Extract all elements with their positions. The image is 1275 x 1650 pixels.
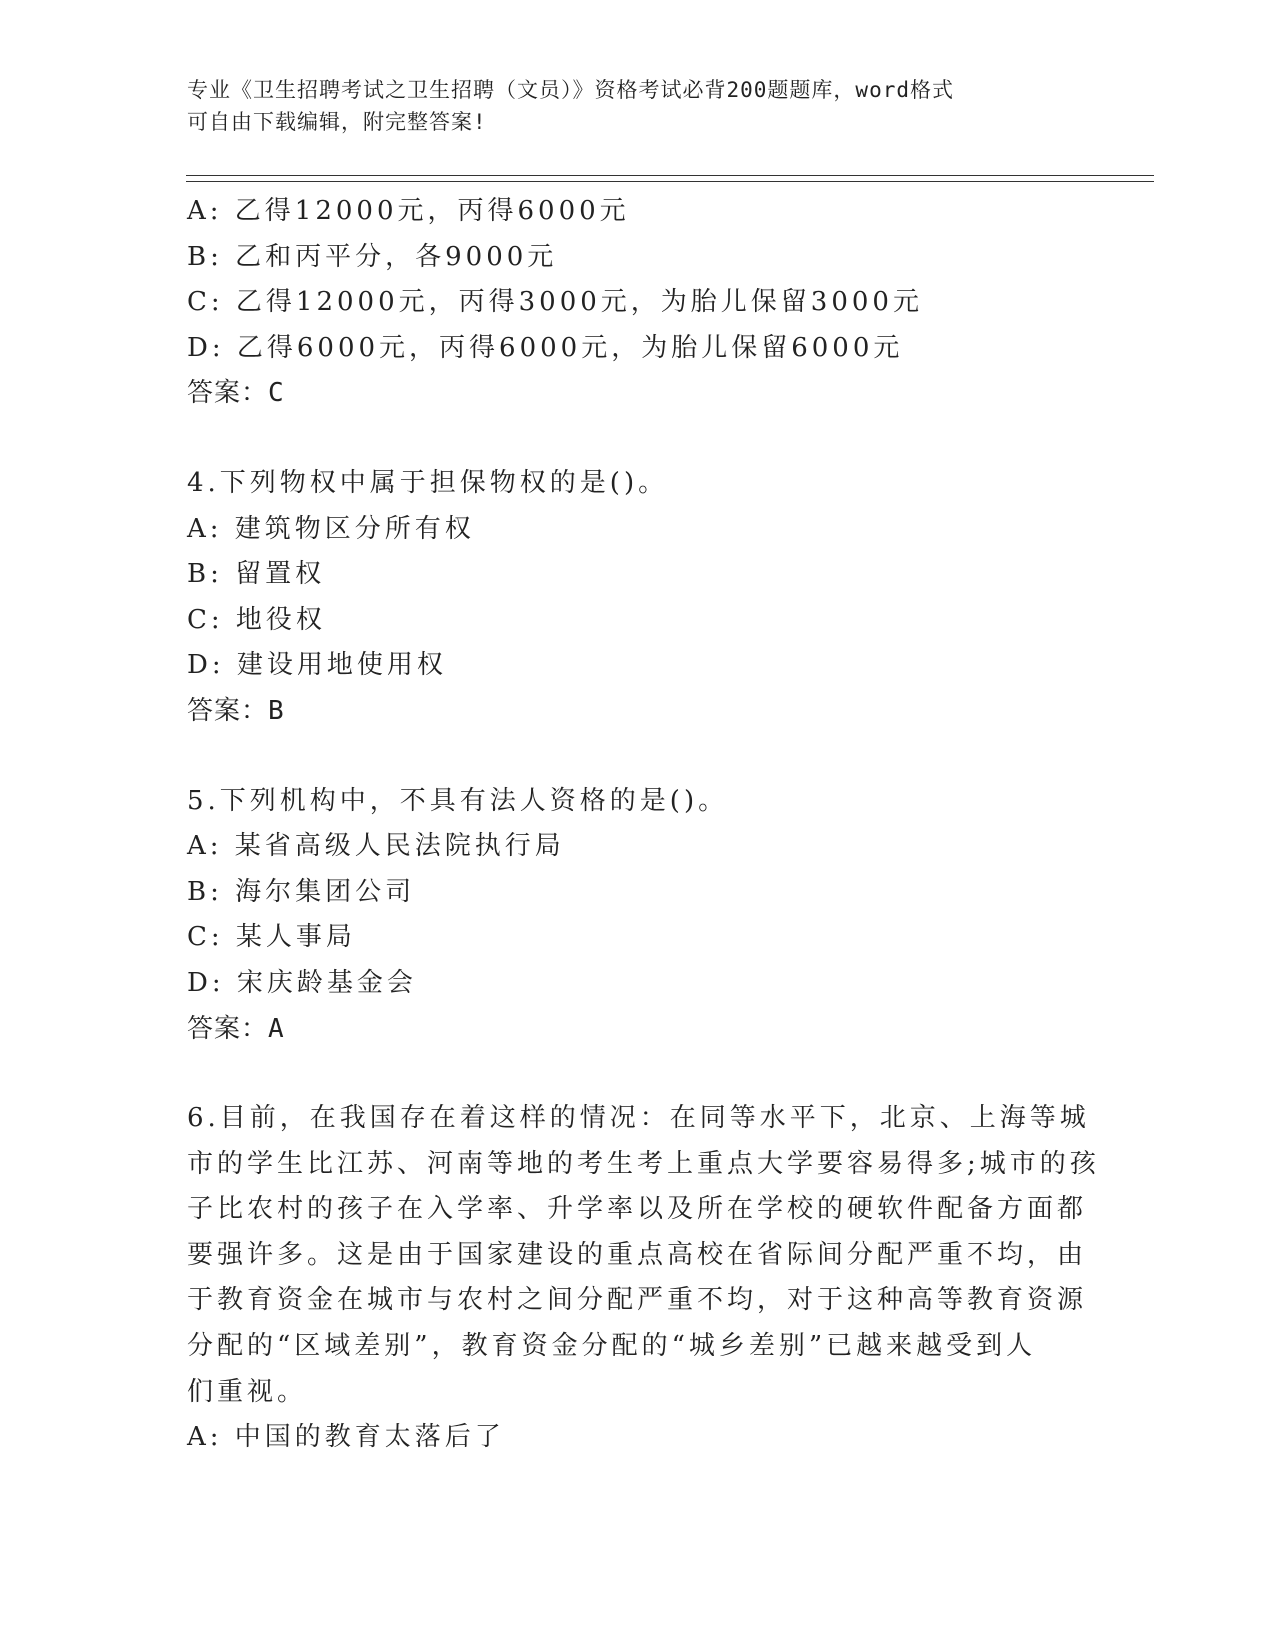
question-6 [187, 1096, 1100, 1461]
spacer [187, 1052, 1087, 1096]
option-c: C: 地役权 [187, 604, 326, 635]
question-4 [187, 461, 1087, 735]
option-d: D: 乙得6000元，丙得6000元，为胎儿保留6000元 [187, 332, 904, 363]
option-c: C: 乙得12000元，丙得3000元，为胎儿保留3000元 [187, 287, 923, 318]
question-text-line: 市的学生比江苏、河南等地的考生考上重点大学要容易得多;城市的孩 [187, 1148, 1100, 1179]
question-text-line: 子比农村的孩子在入学率、升学率以及所在学校的硬软件配备方面都 [187, 1194, 1088, 1225]
spacer [187, 735, 1087, 779]
document-body [187, 189, 1100, 1461]
option-b: B: 海尔集团公司 [187, 876, 416, 907]
header-divider-top [186, 175, 1154, 176]
question-text-line: 分配的“区域差别”，教育资金分配的“城乡差别”已越来越受到人 [187, 1331, 1037, 1362]
question-text-line: 于教育资金在城市与农村之间分配严重不均，对于这种高等教育资源 [187, 1285, 1088, 1316]
option-a: A: 乙得12000元，丙得6000元 [187, 196, 630, 226]
question-text-line: 们重视。 [187, 1376, 308, 1407]
option-a: A: 中国的教育太落后了 [187, 1422, 505, 1453]
question-5 [187, 779, 1087, 1053]
spacer [187, 417, 1087, 461]
question-text: 4.下列物权中属于担保物权的是()。 [187, 467, 669, 498]
option-d: D: 建设用地使用权 [187, 650, 447, 681]
header-line-1: 专业《卫生招聘考试之卫生招聘（文员）》资格考试必背200题题库，word格式 [187, 78, 954, 102]
header-line-2: 可自由下载编辑，附完整答案! [187, 110, 487, 134]
question-text-line: 要强许多。这是由于国家建设的重点高校在省际间分配严重不均，由 [187, 1239, 1088, 1270]
header-divider-bottom [186, 181, 1154, 182]
question-3 [187, 189, 1087, 417]
option-a: A: 某省高级人民法院执行局 [187, 831, 565, 862]
answer: 答案：C [187, 378, 285, 409]
question-text-line: 6.目前，在我国存在着这样的情况：在同等水平下，北京、上海等城 [187, 1103, 1090, 1134]
option-b: B: 乙和丙平分，各9000元 [187, 241, 558, 272]
option-c: C: 某人事局 [187, 922, 356, 953]
answer: 答案：B [187, 695, 285, 726]
option-a: A: 建筑物区分所有权 [187, 513, 475, 544]
option-d: D: 宋庆龄基金会 [187, 967, 417, 998]
option-b: B: 留置权 [187, 559, 326, 590]
document-header [187, 74, 1067, 138]
answer: 答案：A [187, 1013, 285, 1044]
question-text: 5.下列机构中，不具有法人资格的是()。 [187, 785, 729, 816]
